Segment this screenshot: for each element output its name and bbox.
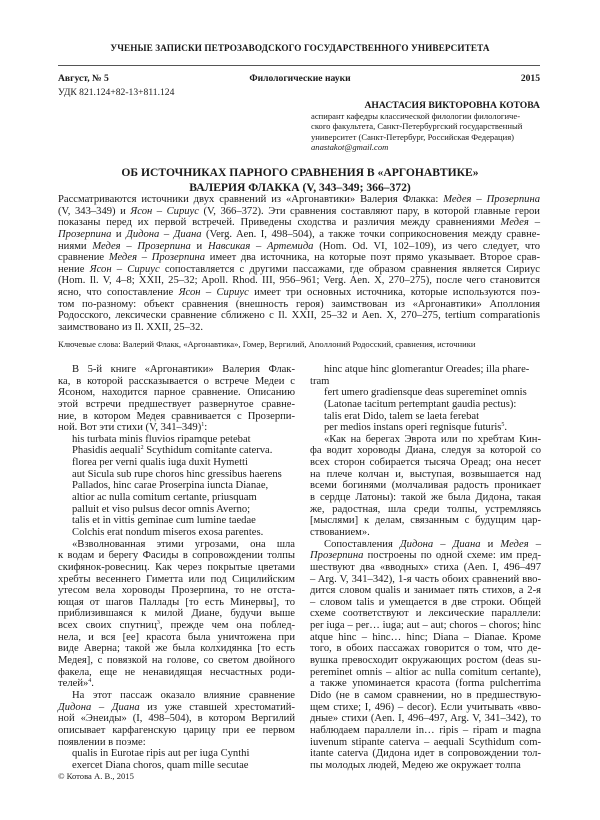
text-segment: дится словом qualis и занимает пять стихов, а 2-я: [310, 585, 541, 597]
verse-line: [310, 422, 541, 434]
italic-segment: Медея –: [500, 217, 540, 229]
text-segment: в сердце Латоны): такой же была Дидона, такая: [310, 492, 541, 504]
text-segment: talis et in vittis geminae cum lumine taedae: [72, 515, 256, 527]
text-segment: ной «Энеиды» (I, 498–504), в котором Вергилий: [58, 713, 295, 725]
text-segment: (Verg. Aen. I, 498–504), а также точки соприкосновения между сравне-: [201, 228, 540, 240]
verse-line: [310, 387, 541, 399]
text-line: [310, 445, 541, 457]
italic-segment: Прозерпина: [58, 228, 112, 240]
text-line: [58, 655, 295, 667]
issue-number: Август, № 5: [58, 73, 109, 84]
verse-line: [58, 469, 295, 481]
verse-line: [58, 748, 295, 760]
text-segment: нение: [58, 263, 90, 275]
text-segment: altior ac nulla comitum certante, priusquam: [72, 492, 257, 504]
text-segment: всех своих спутниц: [58, 620, 157, 632]
text-segment: (Latonae tacitum pertemptant gaudia pectus):: [324, 398, 517, 410]
text-segment: и: [111, 228, 127, 240]
text-segment: наблюдаем параллели in… ripis – ripam и magna: [310, 724, 541, 736]
footnote-ref[interactable]: 5: [501, 422, 505, 429]
verse-line: [58, 445, 295, 457]
text-segment: В 5-й книге «Аргонавтики» Валерия Флак-: [72, 364, 295, 375]
journal-title: УЧЕНЫЕ ЗАПИСКИ ПЕТРОЗАВОДСКОГО ГОСУДАРСТВЕННОГО УНИВЕРСИТЕТА: [110, 43, 490, 53]
text-segment: дные» стихи (Aen. I, 496–497, Arg. V, 341–342), то: [310, 713, 541, 725]
text-segment: ющая от шагов Паллады [то есть Минервы], то: [58, 596, 295, 608]
text-line: [58, 574, 295, 586]
text-line: [58, 376, 295, 388]
text-line: [310, 480, 541, 492]
text-segment: щем стихе; I, 496) – decor). Если учитывать «вво-: [310, 701, 541, 713]
text-segment: скифянок-ровесниц. Как через покрытые цветами: [58, 561, 295, 573]
text-segment: утесом вела хороводы Прозерпина, то не отста-: [58, 585, 295, 597]
text-line: [58, 422, 295, 434]
text-line: [58, 411, 295, 423]
text-segment: сопоставляется с другими пассажами, где образом сравнения является Сириус: [159, 263, 540, 275]
text-segment: Родосского, лексически сравнение сближено с Il. XXII, 25–32 и Aen. X, 270–275, tertium comparationis: [58, 310, 540, 322]
text-line: [58, 252, 540, 264]
text-segment: приблизившаяся к милой Диане, будучи выше: [58, 608, 295, 620]
text-line: [310, 504, 541, 516]
text-line: [310, 667, 541, 679]
verse-line: [310, 411, 541, 423]
text-segment: pereminet omnis – altior ac nulla comitum certante),: [310, 666, 541, 678]
text-segment: на плече колчан и, выступая, возвышается над: [310, 468, 541, 480]
text-line: [58, 310, 540, 322]
text-segment: заимствовано из Il. XXII, 25–32.: [58, 322, 204, 334]
text-segment: появлении в поэме:: [58, 736, 146, 748]
italic-segment: Ясон – Сириус: [89, 263, 160, 275]
text-segment: телей»: [58, 678, 89, 690]
text-line: [310, 702, 541, 714]
text-segment: имеет два источника, на которые поэт прямо указывает. Второе срав-: [205, 252, 540, 264]
text-segment: florea per verni qualis iuga duxit Hymetti: [72, 457, 248, 469]
text-line: [58, 364, 295, 376]
verse-line: [58, 760, 295, 772]
text-segment: На этот пассаж оказало влияние сравнение: [72, 689, 295, 701]
text-line: [310, 550, 541, 562]
text-segment: и: [190, 240, 208, 252]
header-divider: [58, 65, 540, 66]
italic-segment: Прозерпина: [310, 550, 364, 562]
text-line: [310, 760, 541, 772]
text-segment: (V, 366–372). Эти сравнения составляют пару, в которой главные герои: [198, 205, 540, 217]
text-segment: шествуют два «вводных» стиха (Aen. I, 496–497: [310, 561, 541, 573]
section-name: Филологические науки: [249, 73, 351, 84]
body-column-left: [58, 364, 295, 771]
text-line: [58, 713, 295, 725]
text-segment: нела, и вся [ее] красота была уничтожена при: [58, 631, 295, 643]
text-line: [58, 632, 295, 644]
text-segment: «Взволнованная этими угрозами, она шла: [72, 538, 295, 550]
footnote-ref[interactable]: 3: [156, 620, 160, 627]
title-line: ОБ ИСТОЧНИКАХ ПАРНОГО СРАВНЕНИЯ В «АРГОНАВТИКЕ»: [121, 166, 479, 179]
text-segment: а также упоминается красота (forma pulcherrima: [310, 678, 541, 690]
text-segment: виде Аверна; такой же была колхидянка [то есть: [58, 643, 295, 655]
text-segment: aut Sicula sub rupe choros hinc gressibus haerens: [72, 468, 282, 480]
text-segment: hinc atque hinc glomerantur Oreades; illa phare-: [324, 364, 530, 375]
author-name: АНАСТАСИЯ ВИКТОРОВНА КОТОВА: [364, 100, 540, 111]
text-segment: palluit et viso pulsus decor omnis Averno;: [72, 503, 251, 515]
text-segment: сравнение: [58, 252, 109, 264]
text-segment: , прежде чем она поблед-: [159, 620, 295, 632]
text-segment: :: [204, 422, 208, 434]
text-line: [58, 620, 295, 632]
footnote-ref[interactable]: 2: [140, 445, 144, 452]
text-segment: того, в обоих пассажах говорится о том, что де-: [310, 643, 541, 655]
footnote-ref[interactable]: 4: [88, 678, 92, 685]
text-segment: tram: [310, 375, 330, 387]
text-segment: из уже ставшей хрестоматий-: [139, 701, 295, 713]
affiliation-line: университет (Санкт-Петербург, Российская Федерация): [311, 131, 515, 142]
text-segment: к водам и берегу Фасиды в сопровождении толпы: [58, 550, 295, 562]
text-line: [310, 434, 541, 446]
abstract: [58, 194, 540, 334]
text-line: [310, 632, 541, 644]
text-segment: факела, еще не ненавидящая несчастных роди-: [58, 666, 295, 678]
text-segment: всех сторон собирается тысяча Ореад; она несет: [310, 457, 541, 469]
text-line: [58, 399, 295, 411]
text-line: [310, 527, 541, 539]
footnote-ref[interactable]: 1: [201, 422, 205, 429]
text-line: [58, 275, 540, 287]
text-segment: Phasidis aequali: [72, 445, 141, 457]
text-line: [310, 713, 541, 725]
text-line: [58, 550, 295, 562]
text-line: [310, 748, 541, 760]
italic-segment: Навсикая – Артемида: [207, 240, 314, 252]
text-segment: фа водит хороводы Диана, следуя за которой со: [310, 445, 541, 457]
text-line: [310, 469, 541, 481]
text-segment: этой встречи предшествует развернутое сравне-: [58, 398, 295, 410]
text-segment: per iuga – per… iuga; aut – aut; choros – choros; hinc: [310, 620, 541, 632]
text-line: [310, 655, 541, 667]
text-line: [58, 597, 295, 609]
text-segment: ной. Вот эти стихи (V, 341–349): [58, 422, 202, 434]
author-email-link[interactable]: anastakot@gmail.com: [311, 142, 389, 153]
italic-segment: Ясон – Сириус: [178, 287, 249, 299]
text-line: [310, 597, 541, 609]
text-line: [58, 702, 295, 714]
title-line: ВАЛЕРИЯ ФЛАККА (V, 343–349; 366–372): [189, 180, 411, 194]
text-line: [58, 678, 295, 690]
text-segment: ствованием».: [310, 526, 370, 538]
text-segment: всеми богинями (молчаливая радость проникает: [310, 480, 541, 492]
text-line: [58, 667, 295, 679]
text-line: [58, 194, 540, 206]
text-segment: описывает карфагенскую царицу при ее первом: [58, 724, 295, 736]
text-line: [58, 737, 295, 749]
text-segment: talis erat Dido, talem se laeta ferebat: [324, 410, 480, 422]
text-segment: же, радостная, шла среди толпы, устремляясь: [310, 503, 541, 515]
text-segment: схеме соответствуют и лексические параллели:: [310, 608, 541, 620]
text-segment: – словом talis и умещается в две строки. Общей: [310, 596, 541, 608]
text-line: [58, 608, 295, 620]
text-segment: itante caterva (Дидона идет в сопровождении тол-: [310, 748, 541, 760]
verse-line: [58, 434, 295, 446]
italic-segment: Дидона – Диана: [126, 228, 202, 240]
article-title: [0, 166, 600, 195]
affiliation-line: ского факультета, Санкт-Петербургский государственный: [311, 121, 523, 132]
verse-line: [58, 527, 295, 539]
text-segment: fert umero gradiensque deas supereminet omnis: [324, 387, 527, 399]
copyright-notice: © Котова А. В., 2015: [58, 771, 134, 781]
text-segment: ние, в котором Медея сравнивается с Прозерпи-: [58, 410, 295, 422]
text-segment: Dido (не в самом сравнении, но в предшествую-: [310, 689, 541, 701]
italic-segment: Медея – Прозерпина: [92, 240, 191, 252]
text-segment: пы молодых людей, Медею же окружает толпа: [310, 759, 521, 771]
text-segment: Рассматриваются источники двух сравнений из «Аргонавтики» Валерия Флакка:: [58, 194, 444, 205]
text-segment: his turbata minis fluvios ripamque petebat: [72, 433, 251, 445]
text-segment: – Arg. V, 341–342), 1-я часть обоих сравнений вво-: [310, 573, 541, 585]
text-line: [310, 457, 541, 469]
text-line: [310, 574, 541, 586]
text-line: [58, 585, 295, 597]
text-line: [310, 678, 541, 690]
keywords: Ключевые слова: Валерий Флакк, «Аргонавтика», Гомер, Вергилий, Аполлоний Родосский, сравнения, источники: [58, 339, 476, 349]
text-line: [58, 264, 540, 276]
text-line: [310, 585, 541, 597]
text-segment: Scythidum comitante caterva.: [143, 445, 273, 457]
text-segment: Сопоставления: [324, 538, 400, 550]
verse-line: [58, 504, 295, 516]
italic-segment: Медея – Прозерпина: [108, 252, 206, 264]
italic-segment: Дидона – Диана: [58, 701, 140, 713]
body-column-right: [310, 364, 541, 771]
text-segment: iuvenum stipante caterva – aequali Scythidum com-: [310, 736, 541, 748]
text-line: [310, 737, 541, 749]
verse-line: [58, 515, 295, 527]
text-line: [58, 241, 540, 253]
text-line: [310, 562, 541, 574]
text-segment: [мыслями] к делам, связанным с будущим цар-: [310, 515, 541, 527]
text-segment: показаны перед их первой встречей. Приведены сходства и различия между сравнениями: [58, 217, 501, 229]
text-line: [58, 387, 295, 399]
text-segment: .: [91, 678, 94, 690]
text-segment: том по-разному: объект сравнения (внешность героя) заимствован из «Аргонавтики» Аполлония: [58, 298, 540, 310]
text-line: [58, 299, 540, 311]
text-segment: ясно, что сопоставление: [58, 287, 179, 299]
text-segment: Ясоном, находится парное сравнение. Описанию: [58, 387, 295, 399]
text-segment: построены по одной схеме: им пред-: [363, 550, 541, 562]
text-line: [58, 206, 540, 218]
text-line: [58, 217, 540, 229]
italic-segment: Ясон – Сириус: [130, 205, 199, 217]
affiliation-line: аспирант кафедры классической филологии филологиче-: [311, 111, 521, 121]
text-segment: имеет три основных источника, которые используются поэ-: [248, 287, 540, 299]
italic-segment: Медея –: [500, 538, 542, 550]
text-segment: ка, в которой рассказывается о встрече Медеи с: [58, 375, 295, 387]
text-line: [58, 690, 295, 702]
text-line: [58, 643, 295, 655]
text-line: [310, 608, 541, 620]
udk-code: УДК 821.124+82-13+811.124: [58, 87, 175, 98]
verse-line: [58, 457, 295, 469]
italic-segment: Дидона – Диана: [399, 538, 481, 550]
text-line: [310, 515, 541, 527]
text-line: [310, 643, 541, 655]
verse-line: [58, 492, 295, 504]
issue-year: 2015: [520, 73, 540, 84]
text-segment: Colchis erat nondum miseros exosa parentes.: [72, 526, 264, 538]
author-affiliation: [311, 111, 543, 153]
text-segment: qualis in Eurotae ripis aut per iuga Cynthi: [72, 748, 250, 760]
text-line: [310, 690, 541, 702]
text-line: [310, 620, 541, 632]
text-line: [310, 539, 541, 551]
text-line: [58, 725, 295, 737]
text-segment: .: [504, 422, 508, 434]
text-line: [310, 725, 541, 737]
italic-segment: Медея – Прозерпина: [443, 194, 540, 205]
text-line: [58, 562, 295, 574]
verse-line: [310, 399, 541, 411]
text-segment: per medios instans operi regnisque futuris: [324, 422, 502, 434]
text-segment: (Hom. Od. VI, 102–109), из чего следует, что: [313, 240, 540, 252]
text-segment: Pallados, hinc carae Proserpina iuncta Dianae,: [72, 480, 269, 492]
text-line: [58, 229, 540, 241]
text-segment: atque hinc – hinc… hinc; Diana – Dianae. Кроме: [310, 631, 541, 643]
text-segment: хребты весеннего Гиметта или под Сицилийским: [58, 573, 295, 585]
text-segment: (Hom. Il. V, 4–8; XXII, 25–32; Apoll. Rhod. III, 956–961; Verg. Aen. X, 270–275), после чего становится: [58, 275, 540, 287]
text-segment: Медея], с повязкой на голове, со светом двойного: [58, 655, 295, 667]
text-segment: «Как на берегах Эврота или по хребтам Кин-: [324, 433, 541, 445]
text-line: [310, 376, 541, 388]
text-line: [58, 287, 540, 299]
text-segment: exercet Diana choros, quam mille secutae: [72, 759, 249, 771]
verse-line: [58, 480, 295, 492]
text-line: [310, 492, 541, 504]
verse-line: [310, 364, 541, 376]
text-line: [58, 322, 540, 334]
text-segment: ниями: [58, 240, 93, 252]
text-segment: и: [480, 538, 501, 550]
text-segment: вушка превосходит окружающих ростом (deas su-: [310, 655, 541, 667]
text-line: [58, 539, 295, 551]
text-segment: (V, 343–349) и: [58, 205, 131, 217]
